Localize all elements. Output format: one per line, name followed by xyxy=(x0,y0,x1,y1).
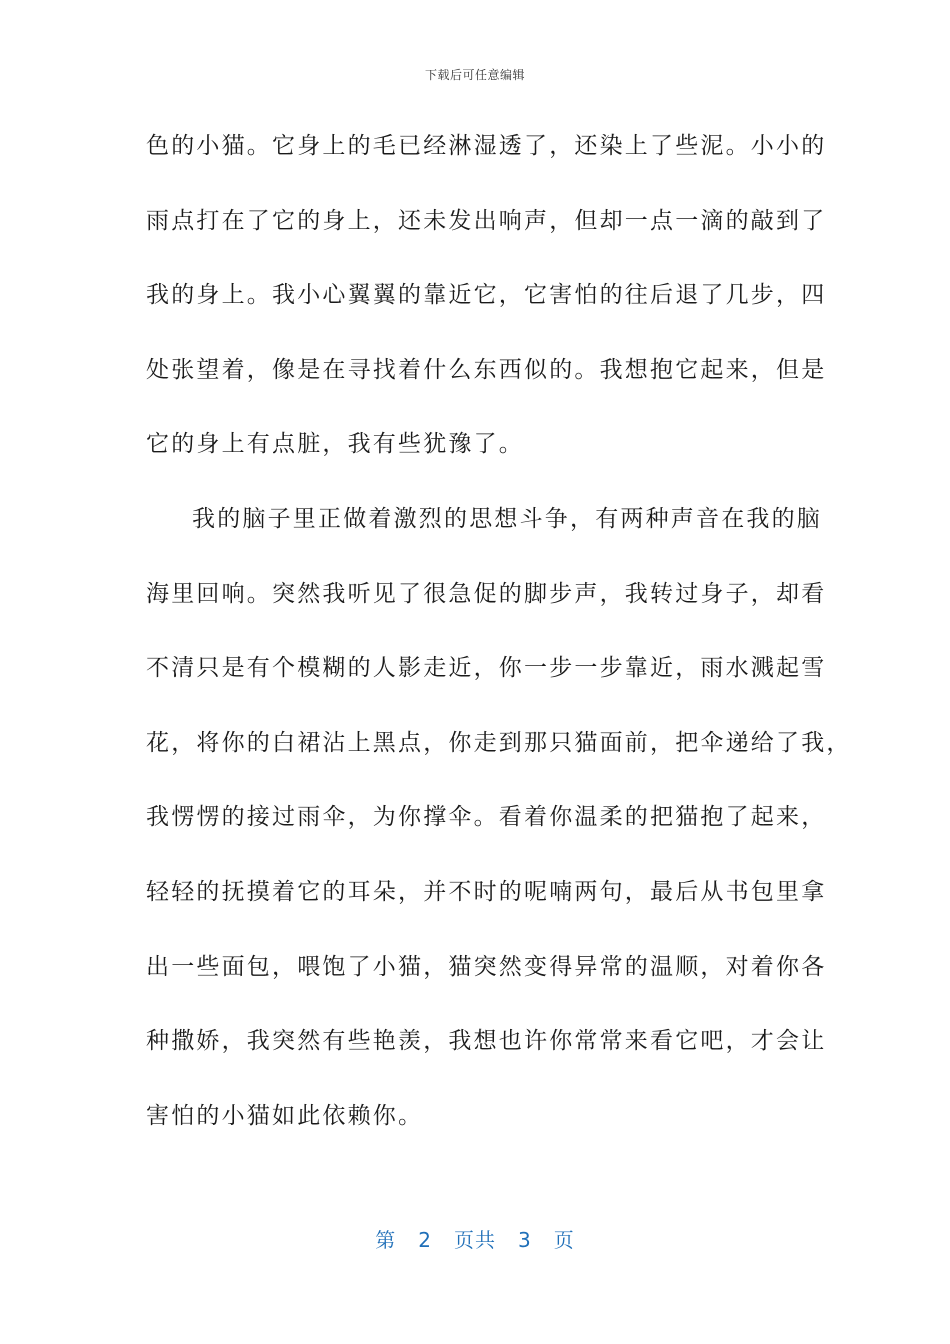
page-header-note: 下载后可任意编辑 xyxy=(424,68,525,82)
text-line: 我愣愣的接过雨伞，为你撑伞。看着你温柔的把猫抱了起来， xyxy=(146,804,827,831)
text-line: 种撒娇，我突然有些艳羡，我想也许你常常来看它吧，才会让 xyxy=(146,1028,827,1055)
page-footer xyxy=(0,1224,950,1253)
text-line: 我的身上。我小心翼翼的靠近它，它害怕的往后退了几步，四 xyxy=(146,282,827,309)
footer-middle: 页共 xyxy=(454,1228,496,1252)
document-body xyxy=(146,120,852,1164)
footer-total-pages: 3 xyxy=(518,1228,532,1252)
text-line: 它的身上有点脏，我有些犹豫了。 xyxy=(146,431,524,458)
text-line: 处张望着，像是在寻找着什么东西似的。我想抱它起来，但是 xyxy=(146,356,827,383)
text-line: 害怕的小猫如此依赖你。 xyxy=(146,1102,424,1129)
text-line: 海里回响。突然我听见了很急促的脚步声，我转过身子，却看 xyxy=(146,580,827,607)
text-line: 雨点打在了它的身上，还未发出响声，但却一点一滴的敲到了 xyxy=(146,207,827,234)
text-line: 色的小猫。它身上的毛已经淋湿透了，还染上了些泥。小小的 xyxy=(146,133,827,159)
text-line: 不清只是有个模糊的人影走近，你一步一步靠近，雨水溅起雪 xyxy=(146,655,827,682)
text-line: 轻轻的抚摸着它的耳朵，并不时的呢喃两句，最后从书包里拿 xyxy=(146,878,827,905)
footer-prefix: 第 xyxy=(375,1228,397,1252)
footer-suffix: 页 xyxy=(553,1228,575,1252)
text-line: 花，将你的白裙沾上黑点，你走到那只猫面前，把伞递给了我， xyxy=(146,729,852,756)
footer-current-page: 2 xyxy=(418,1228,432,1252)
text-line: 我的脑子里正做着激烈的思想斗争，有两种声音在我的脑 xyxy=(192,505,822,532)
text-line: 出一些面包，喂饱了小猫，猫突然变得异常的温顺，对着你各 xyxy=(146,953,827,980)
